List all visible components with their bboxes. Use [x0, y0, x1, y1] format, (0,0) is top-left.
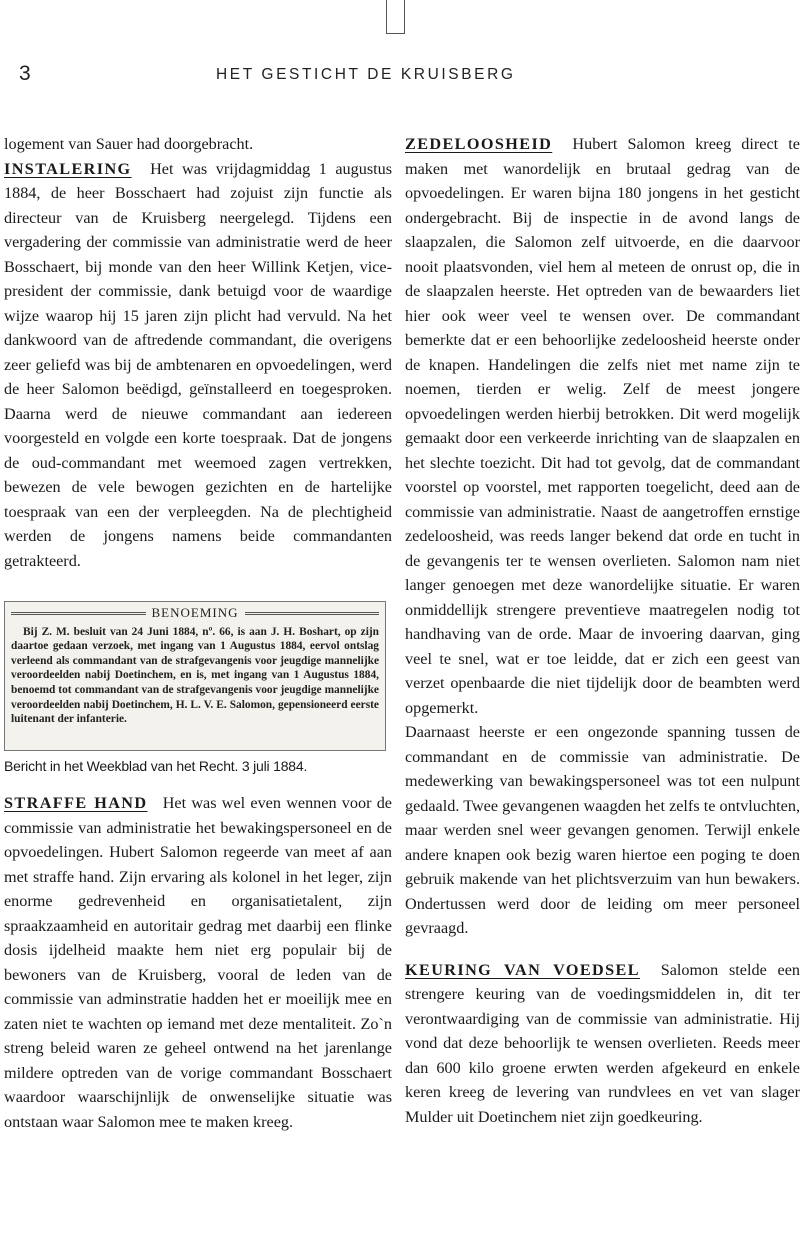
- section-body: Hubert Salomon kreeg direct te maken met wanordelijk en brutaal gedrag van de opvoedelingen. Er waren bijna 180 jongens in het gesticht ondergebracht. Bij de inspectie in de avond langs de slaapzalen, die Salomon zelf uitvoerde, en die daarvoor nooit plaatsvonden, viel hem al meteen de onrust op, die in de slaapzalen heerste. Het optreden van de bewaarders liet hier ook weer veel te wensen over. De commandant bemerkte dat er een behoorlijke zedeloosheid heerste onder de knapen. Handelingen die zelfs niet met name zijn te noemen, tierden er welig. Zelf de meest jongere opvoedelingen werden hierbij betrokken. Dit werd mogelijk gemaakt door een verkeerde inrichting van de slaapzalen en het slechte toezicht. Dit had tot gevolg, dat de commandant voorstel op voorstel, met rapporten toegelicht, deed aan de commissie van administratie. Naast de aangetroffen ernstige zedeloosheid, was reeds langer bekend dat orde en tucht in de gevangenis ter te wensen overlieten. Salomon nam niet langer genoegen met deze wanordelijke situatie. Er waren onmiddellijk strengere preventieve maatregelen nodig tot handhaving van de orde. Maar de invoering daarvan, ging veel te snel, wat er toe leidde, dat er zich een geest van verzet openbaarde die niet tijdelijk door de beambten werd opgemerkt.: [405, 135, 800, 717]
- section-heading: KEURING VAN VOEDSEL: [405, 960, 640, 979]
- clipping-caption: Bericht in het Weekblad van het Recht. 3 juli 1884.: [4, 758, 308, 774]
- section-body: Het was vrijdagmiddag 1 augustus 1884, de heer Bosschaert had zojuist zijn functie als directeur van de Kruisberg neergelegd. Tijdens een vergadering der commissie van administratie werd de heer Bosschaert, bij monde van den heer Willink Ketjen, vice-president der commissie, dank betuigd voor de waardige wijze waarop hij 15 jaren zijn plicht had vervuld. Na het dankwoord van de aftredende commandant, die overigens zeer geliefd was bij de ambtenaren en opvoedelingen, werd de heer Salomon beëdigd, geïnstalleerd en toegesproken. Daarna werd de nieuwe commandant aan iedereen voorgesteld en volgde een korte toespraak. Dat de jongens de oud-commandant met weemoed zagen vertrekken, bewezen de vele bewogen gezichten en de hartelijke toespraak van een der verpleegden. Na de plechtigheid werden de jongens namens beide commandanten getrakteerd.: [4, 159, 393, 570]
- left-column: [4, 132, 392, 1134]
- page-marker: [386, 0, 405, 34]
- running-title: HET GESTICHT DE KRUISBERG: [216, 66, 516, 83]
- clipping-title: BENOEMING: [151, 605, 239, 620]
- right-column: [405, 132, 800, 1129]
- clipping-title-row: [11, 606, 379, 621]
- section-straffe-hand: [4, 791, 392, 1134]
- section-heading: INSTALERING: [4, 159, 132, 178]
- section-body: Het was wel even wennen voor de commissie van administratie het bewakingspersoneel en de opvoedelingen. Hubert Salomon regeerde van meet af aan met straffe hand. Zijn ervaring als kolonel in het leger, zijn enorme gedrevenheid en organisatietalent, zijn spraakzaamheid en autoritair gedrag met daarbij een flinke dosis ijdelheid maakte hem niet erg populair bij de bewoners van de Kruisberg, vooral de leden van de commissie van adminstratie hadden het er moeilijk mee en zaten niet te wachten op iemand met deze mentaliteit. Zo`n streng beleid waren ze geheel ontwend na het jarenlange mildere optreden van de vorige commandant Bosschaert waardoor waarschijnlijk de onwenselijke situatie was ontstaan waar Salomon mee te maken kreeg.: [4, 794, 392, 1131]
- clipping-rule-left: [11, 612, 146, 615]
- section-zedeloosheid: [405, 132, 800, 720]
- section-heading: STRAFFE HAND: [4, 794, 148, 812]
- clipping-rule-right: [245, 612, 380, 615]
- newspaper-clipping: [4, 601, 386, 751]
- section-instalering: [4, 157, 392, 574]
- section-heading: ZEDELOOSHEID: [405, 135, 553, 153]
- page-number: 3: [19, 62, 31, 85]
- continuation-text: logement van Sauer had doorgebracht.: [4, 135, 254, 153]
- section-body: Salomon stelde een strengere keuring van de voedingsmiddelen in, dit ter verontwaardiging van de commissie van administratie. Hij vond dat deze behoorlijk te wensen overlieten. Reeds meer dan 600 kilo groene erwten werden afgekeurd en enkele keren kreeg de levering van rundvlees en vet van slager Mulder uit Doetinchem niet zijn goedkeuring.: [405, 960, 800, 1126]
- clipping-body: Bij Z. M. besluit van 24 Juni 1884, nº. 66, is aan J. H. Boshart, op zijn daartoe gedaan verzoek, met ingang van 1 Augustus 1884, eervol ontslag verleend als commandant van de strafgevangenis voor jeugdige mannelijke veroordeelden nabij Doetinchem, en is, met ingang van 1 Augustus 1884, benoemd tot commandant van de strafgevangenis voor jeugdige mannelijke veroordeelden nabij Doetinchem, H. L. V. E. Salomon, gepensioneerd eerste luitenant der infanterie.: [11, 625, 379, 726]
- section-keuring: [405, 958, 800, 1130]
- section-zedeloosheid-continued: Daarnaast heerste er een ongezonde spanning tussen de commandant en de commissie van administratie. De medewerking van bewakingspersoneel was tot een nulpunt gedaald. Twee gevangenen waagden het zelfs te ontvluchten, maar werden snel weer gevangen genomen. Terwijl enkele andere knapen ook bezig waren hiertoe een poging te doen gebruik makende van het plichtsverzuim van hun bewakers. Ondertussen werd door de leiding om meer personeel gevraagd.: [405, 723, 800, 937]
